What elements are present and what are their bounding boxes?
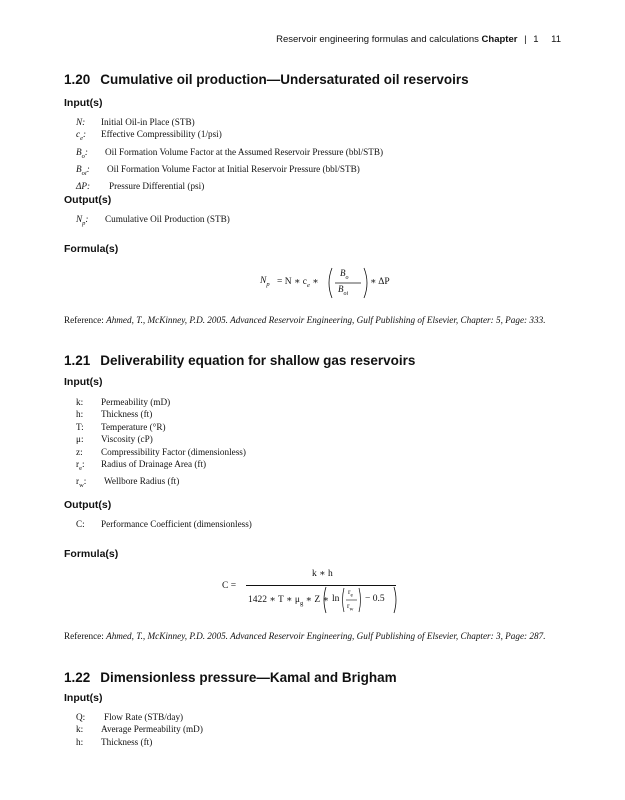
variable-symbol: N: — [76, 117, 86, 127]
reference-text: Ahmed, T., McKinney, P.D. 2005. Advanced Reservoir Engineering, Gulf Publishing of Elsevier, Chapter: 5, Page: 333. — [106, 315, 546, 325]
list-item — [76, 736, 203, 748]
ratio-denominator — [347, 601, 353, 613]
variable-description: Performance Coefficient (dimensionless) — [101, 519, 252, 529]
fraction-numerator — [340, 268, 349, 281]
section-heading: Deliverability equation for shallow gas reservoirs — [100, 353, 416, 368]
variable-description: Viscosity (cP) — [101, 434, 153, 445]
section-heading: Cumulative oil production—Undersaturated oil reservoirs — [100, 72, 469, 87]
chapter-label: Chapter — [481, 34, 518, 45]
reference-text: Ahmed, T., McKinney, P.D. 2005. Advanced Reservoir Engineering, Gulf Publishing of Elsevier, Chapter: 3, Page: 287. — [106, 631, 546, 641]
variable-symbol: μ: — [76, 434, 84, 445]
variable-symbol: $B_{oi}$: — [76, 163, 90, 177]
variable-symbol: $B_o$: — [76, 146, 88, 160]
running-head — [276, 34, 561, 45]
variable-description: Oil Formation Volume Factor at the Assumed Reservoir Pressure (bbl/STB) — [105, 146, 384, 157]
reference-1-21 — [64, 630, 564, 643]
variable-description: Oil Formation Volume Factor at Initial Reservoir Pressure (bbl/STB) — [107, 163, 360, 174]
formula-deliverability — [222, 568, 402, 614]
fraction-denominator — [338, 284, 348, 297]
inputs-list — [76, 116, 383, 193]
rhs-text: = N ∗ c — [277, 277, 308, 287]
variable-description: Radius of Drainage Area (ft) — [101, 459, 207, 470]
denominator-symbol: B — [338, 284, 344, 294]
formula-rhs-right: ∗ ΔP — [370, 277, 390, 287]
denominator-subscript: g — [299, 599, 304, 607]
inputs-heading: Input(s) — [64, 376, 103, 388]
list-item — [76, 421, 246, 433]
variable-symbol: Q: — [76, 712, 86, 722]
symbol-text: h — [76, 409, 81, 420]
list-item — [76, 711, 203, 723]
variable-description: Compressibility Factor (dimensionless) — [101, 446, 246, 457]
variable-symbol: T: — [76, 421, 84, 432]
symbol-text: k — [76, 724, 81, 735]
symbol-text: C — [76, 519, 83, 529]
fraction-denominator — [248, 594, 329, 607]
reference-label: Reference: — [64, 315, 104, 325]
symbol-text: k — [76, 397, 81, 407]
ratio-subscript: w — [349, 606, 354, 613]
variable-symbol: $r_e$: — [76, 459, 85, 472]
list-item — [76, 180, 383, 192]
symbol-text: h — [76, 736, 81, 747]
variable-description: Average Permeability (mD) — [101, 724, 203, 735]
variable-description: Permeability (mD) — [101, 397, 171, 407]
formula-cumulative-oil — [260, 264, 400, 300]
variable-symbol: C: — [76, 519, 85, 529]
fraction-numerator: k ∗ h — [312, 569, 333, 579]
ln-operator: ln — [332, 594, 340, 604]
variable-symbol: ΔP: — [76, 181, 91, 192]
ratio-subscript: e — [350, 592, 353, 599]
chapter-number: 1 — [533, 34, 539, 45]
variable-description: Thickness (ft) — [101, 736, 153, 747]
variable-symbol: $r_w$: — [76, 476, 87, 490]
outputs-list — [76, 213, 230, 230]
numerator-subscript: o — [345, 274, 349, 281]
symbol-text: N — [76, 117, 83, 127]
denominator-text: ∗ Z ∗ — [303, 595, 330, 605]
outputs-list — [76, 518, 252, 530]
list-item — [76, 128, 383, 145]
variable-description: Flow Rate (STB/day) — [104, 712, 184, 722]
outputs-heading: Output(s) — [64, 499, 112, 511]
symbol-text: μ — [76, 434, 81, 445]
list-item — [76, 146, 383, 163]
variable-description: Temperature (°R) — [101, 421, 166, 432]
list-item — [76, 446, 246, 458]
list-item — [76, 213, 230, 230]
symbol-text: Q — [76, 712, 83, 722]
variable-symbol: $N_p$: — [76, 214, 89, 227]
ratio-symbol: r — [347, 601, 350, 610]
variable-symbol: k: — [76, 397, 84, 407]
running-head-title: Reservoir engineering formulas and calculations — [276, 34, 479, 45]
inputs-list — [76, 396, 246, 493]
numerator-symbol: B — [340, 268, 346, 278]
list-item — [76, 408, 246, 420]
variable-symbol: z: — [76, 446, 83, 457]
formula-rhs-left — [277, 276, 319, 289]
section-number: 1.20 — [64, 72, 91, 87]
section-heading: Dimensionless pressure—Kamal and Brigham — [100, 670, 397, 685]
section-title-1-22 — [64, 670, 397, 685]
formula-lhs: C = — [222, 581, 237, 591]
formula-heading: Formula(s) — [64, 243, 119, 255]
variable-description: Thickness (ft) — [101, 409, 153, 420]
inputs-heading: Input(s) — [64, 97, 103, 109]
rhs-subscript: e — [307, 281, 310, 289]
formula-lhs — [260, 276, 270, 288]
variable-description: Pressure Differential (psi) — [109, 181, 205, 192]
list-item — [76, 518, 252, 530]
list-item — [76, 723, 203, 735]
list-item — [76, 458, 246, 475]
variable-description: Effective Compressibility (1/psi) — [101, 129, 222, 140]
reference-label: Reference: — [64, 631, 104, 641]
section-title-1-21 — [64, 353, 415, 368]
variable-symbol: h: — [76, 409, 84, 420]
ratio-symbol: r — [348, 587, 351, 596]
rhs-text: ∗ — [309, 277, 319, 287]
lhs-subscript: p — [266, 280, 270, 288]
denominator-subscript: oi — [343, 290, 349, 297]
variable-symbol: h: — [76, 736, 84, 747]
symbol-text: T — [76, 421, 82, 432]
outputs-heading: Output(s) — [64, 194, 112, 206]
list-item — [76, 116, 383, 128]
list-item — [76, 396, 246, 408]
variable-description: Cumulative Oil Production (STB) — [105, 214, 230, 224]
formula-heading: Formula(s) — [64, 548, 119, 560]
list-item — [76, 433, 246, 445]
section-number: 1.22 — [64, 670, 91, 685]
ratio-numerator — [348, 587, 353, 599]
section-number: 1.21 — [64, 353, 91, 368]
lhs-symbol: N — [260, 276, 267, 286]
running-head-divider: | — [524, 34, 527, 45]
section-title-1-20 — [64, 72, 469, 87]
inputs-list — [76, 711, 203, 748]
list-item — [76, 475, 246, 492]
variable-symbol: k: — [76, 724, 84, 735]
formula-constant: − 0.5 — [365, 594, 385, 604]
variable-description: Wellbore Radius (ft) — [104, 476, 180, 487]
denominator-text: 1422 ∗ T ∗ μ — [248, 595, 300, 605]
variable-description: Initial Oil-in Place (STB) — [101, 117, 195, 127]
variable-symbol: $c_e$: — [76, 129, 87, 143]
list-item — [76, 163, 383, 180]
reference-1-20 — [64, 314, 564, 327]
page-number: 11 — [551, 34, 561, 45]
symbol-text: z — [76, 446, 81, 457]
inputs-heading: Input(s) — [64, 692, 103, 704]
